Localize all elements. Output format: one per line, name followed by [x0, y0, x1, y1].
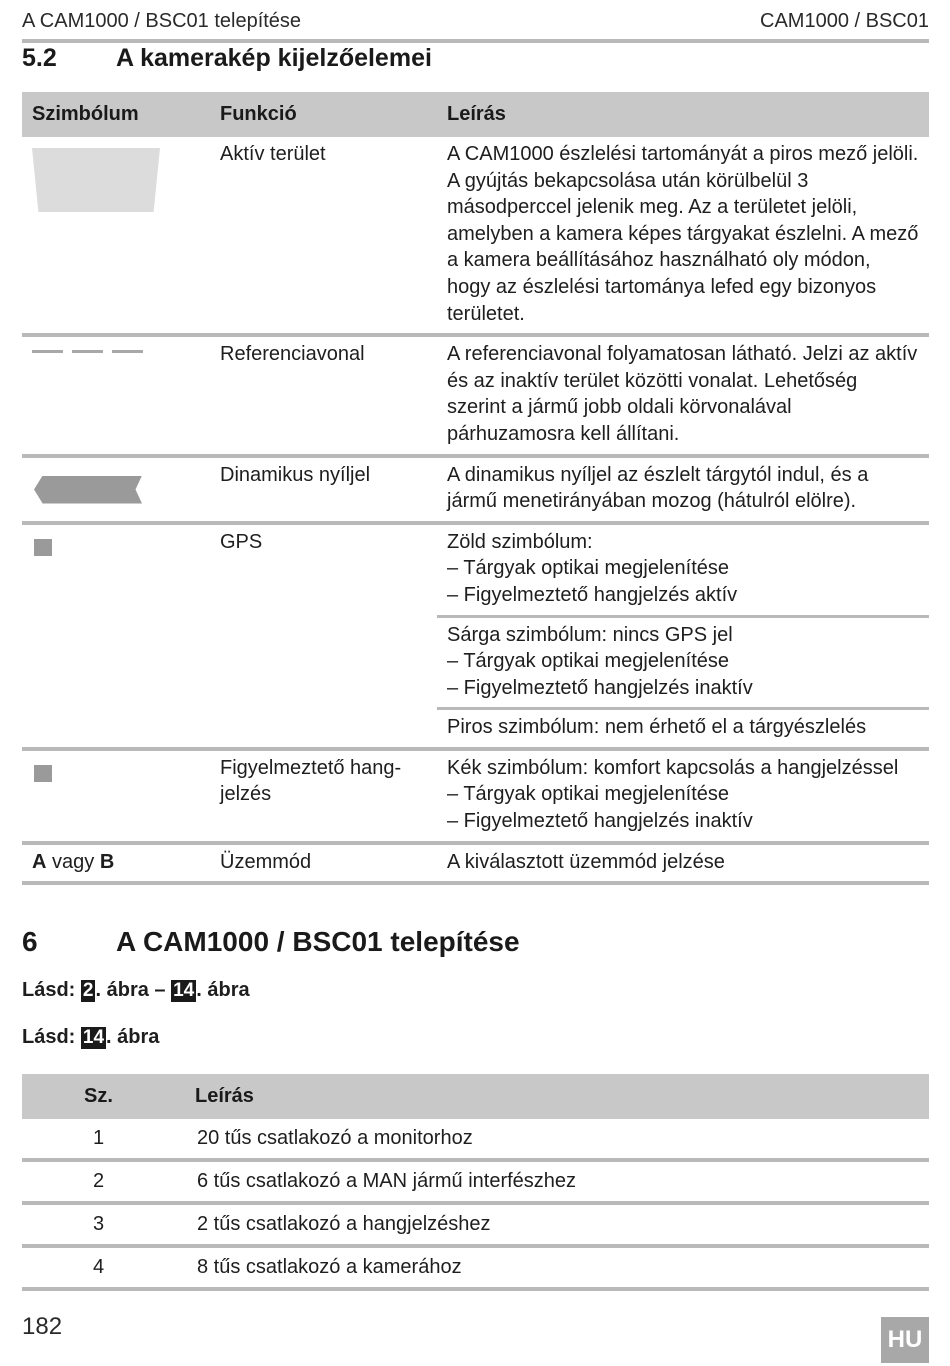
column-header-symbol: Szimbólum	[22, 92, 210, 137]
table-row	[22, 1119, 929, 1160]
figure-reference-line	[22, 979, 250, 1007]
description-cell	[437, 749, 929, 843]
symbol-cell	[22, 749, 210, 843]
table-row	[22, 1160, 929, 1203]
figure-reference-line	[22, 1026, 159, 1054]
see-separator: . ábra –	[95, 979, 172, 1001]
function-line: Figyelmeztető hang-	[220, 756, 402, 779]
mode-b-label: B	[99, 850, 115, 873]
warning-sound-square-icon	[34, 765, 52, 782]
description-line: Piros szimbólum: nem érhető el a tárgyészlelés	[447, 716, 867, 739]
item-number: 1	[22, 1119, 185, 1160]
function-cell: Dinamikus nyíljel	[210, 456, 437, 523]
table-row	[22, 749, 929, 843]
description-cell-green	[437, 523, 929, 616]
item-description: 6 tűs csatlakozó a MAN jármű interfészhez	[185, 1160, 929, 1203]
table-header-row	[22, 92, 929, 137]
item-number: 3	[22, 1203, 185, 1246]
mode-or-label: vagy	[46, 850, 100, 873]
function-cell: Referenciavonal	[210, 335, 437, 455]
section-number: 6	[22, 926, 38, 957]
table-row	[22, 456, 929, 523]
active-area-trapezoid-icon	[32, 148, 160, 212]
section-heading-5-2	[22, 44, 929, 76]
manual-page	[22, 0, 929, 1366]
running-header	[22, 8, 929, 36]
function-cell: GPS	[210, 523, 437, 749]
column-header-description: Leírás	[185, 1074, 929, 1119]
table-row	[22, 1246, 929, 1289]
symbol-cell	[22, 137, 210, 335]
figure-number-badge: 14	[82, 1027, 105, 1048]
symbol-cell	[22, 335, 210, 455]
running-header-left: A CAM1000 / BSC01 telepítése	[22, 10, 302, 32]
gps-square-icon	[34, 539, 52, 556]
figure-number-badge: 14	[173, 980, 195, 1001]
section-title: A CAM1000 / BSC01 telepítése	[116, 926, 520, 957]
column-header-function: Funkció	[210, 92, 437, 137]
table-row	[22, 1203, 929, 1246]
description-line: – Tárgyak optikai megjelenítése	[447, 557, 730, 580]
description-line: – Tárgyak optikai megjelenítése	[447, 783, 730, 806]
section-heading-6	[22, 926, 929, 962]
see-suffix: . ábra	[106, 1026, 160, 1048]
figure-number-badge: 2	[82, 980, 94, 1001]
description-line: – Figyelmeztető hangjelzés aktív	[447, 583, 738, 606]
function-cell: Üzemmód	[210, 843, 437, 884]
item-description: 2 tűs csatlakozó a hangjelzéshez	[185, 1203, 929, 1246]
reference-line-dashes-icon	[32, 350, 200, 353]
item-number: 2	[22, 1160, 185, 1203]
item-number: 4	[22, 1246, 185, 1289]
table-header-row	[22, 1074, 929, 1119]
description-line: – Tárgyak optikai megjelenítése	[447, 650, 730, 673]
description-line: Sárga szimbólum: nincs GPS jel	[447, 623, 733, 646]
symbol-cell	[22, 843, 210, 884]
table-row	[22, 335, 929, 455]
function-cell: Aktív terület	[210, 137, 437, 335]
description-cell: A dinamikus nyíljel az észlelt tárgytól indul, és a jármű menetirányában mozog (hátulról elölre).	[437, 456, 929, 523]
symbol-cell	[22, 523, 210, 749]
item-description: 20 tűs csatlakozó a monitorhoz	[185, 1119, 929, 1160]
running-header-right: CAM1000 / BSC01	[760, 10, 929, 32]
dynamic-arrow-icon	[34, 476, 142, 504]
description-cell: A kiválasztott üzemmód jelzése	[437, 843, 929, 884]
page-number: 182	[22, 1313, 63, 1340]
description-cell-yellow	[437, 616, 929, 709]
language-badge: HU	[881, 1317, 929, 1363]
table-row-gps	[22, 523, 929, 616]
description-line: Kék szimbólum: komfort kapcsolás a hangjelzéssel	[447, 756, 899, 779]
table-row	[22, 137, 929, 335]
function-cell	[210, 749, 437, 843]
column-header-number: Sz.	[22, 1074, 185, 1119]
item-description: 8 tűs csatlakozó a kamerához	[185, 1246, 929, 1289]
function-line: jelzés	[220, 783, 272, 806]
description-cell: A CAM1000 észlelési tartományát a piros mező jelöli. A gyújtás bekapcsolása után körülbelül 3 másodperccel jelenik meg. Az a területet jelöli, amelyben a kamera képes tárgyakat észlelni. A mező a kamera beállításához használható oly módon, hogy az észlelési tartománya lefed egy bizonyos területet.	[437, 137, 929, 335]
parts-table	[22, 1074, 929, 1291]
description-line: Zöld szimbólum:	[447, 530, 593, 553]
see-suffix: . ábra	[196, 979, 250, 1001]
table-row	[22, 843, 929, 884]
section-number: 5.2	[22, 44, 57, 72]
see-prefix: Lásd:	[22, 1026, 81, 1048]
description-line: – Figyelmeztető hangjelzés inaktív	[447, 810, 753, 833]
display-elements-table	[22, 92, 929, 885]
description-line: – Figyelmeztető hangjelzés inaktív	[447, 676, 753, 699]
see-prefix: Lásd:	[22, 979, 81, 1001]
symbol-cell	[22, 456, 210, 523]
header-divider	[22, 39, 929, 43]
description-cell: A referenciavonal folyamatosan látható. Jelzi az aktív és az inaktív terület közötti vonalat. Lehetőség szerint a jármű jobb oldali körvonalával párhuzamosra kell állítani.	[437, 335, 929, 455]
column-header-description: Leírás	[437, 92, 929, 137]
section-title: A kamerakép kijelzőelemei	[116, 44, 432, 72]
mode-a-label: A	[32, 850, 47, 873]
description-cell-red	[437, 709, 929, 749]
